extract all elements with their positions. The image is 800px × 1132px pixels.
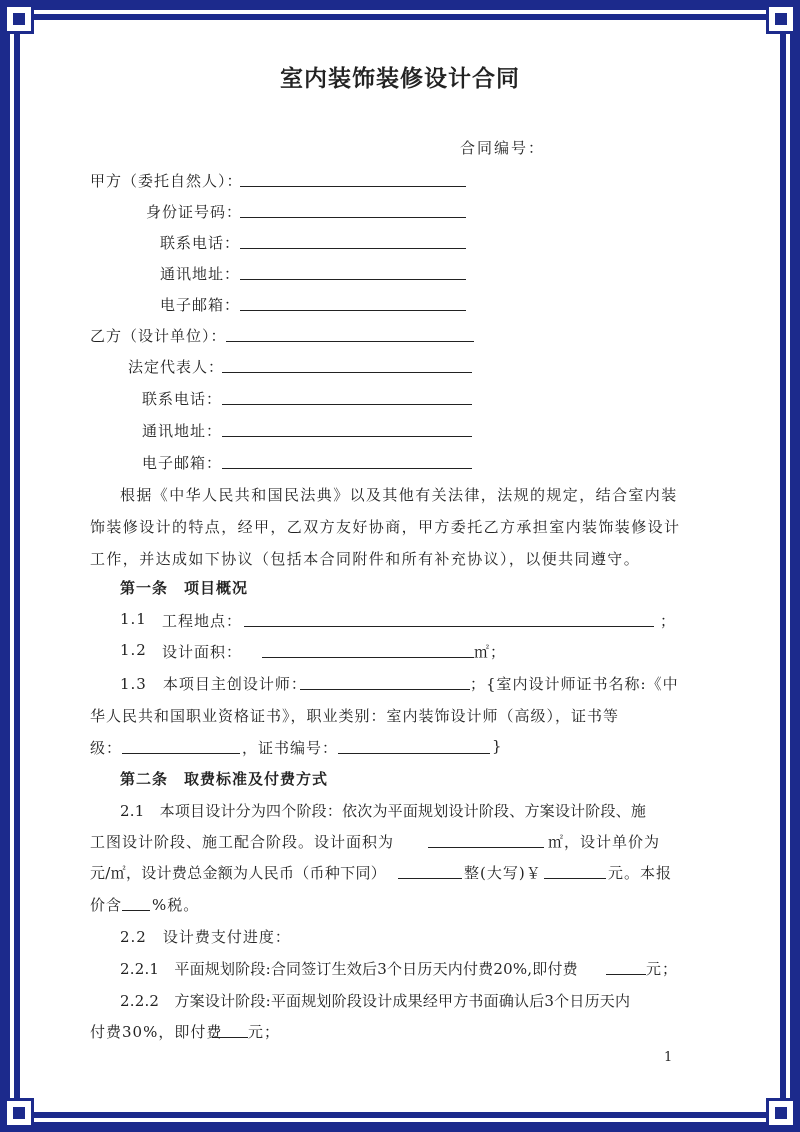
clause-1-2-label: 设计面积： [162, 643, 243, 661]
party-a-address-blank[interactable] [240, 279, 466, 280]
clause-1-2-unit: ㎡； [474, 643, 507, 661]
total-fee-number-blank[interactable] [544, 878, 606, 879]
stage2-fee-blank[interactable] [212, 1037, 248, 1038]
clause-2-2-1-a: 2.2.1 平面规划阶段:合同签订生效后3个日历天内付费20%,即付费 [120, 960, 578, 978]
clause-2-1-line2-b: ㎡，设计单价为 [548, 833, 661, 851]
border-corner-ornament [4, 4, 34, 34]
design-area-2-blank[interactable] [428, 847, 544, 848]
party-a-id-label: 身份证号码： [146, 203, 243, 221]
party-a-email-blank[interactable] [240, 310, 466, 311]
article-1-heading: 第一条 项目概况 [120, 579, 249, 597]
clause-1-3-line1-a: 1.3 本项目主创设计师： [120, 675, 307, 693]
intro-paragraph: 根据《中华人民共和国民法典》以及其他有关法律，法规的规定，结合室内装饰装修设计的特点，经甲，乙双方友好协商，甲方委托乙方承担室内装饰装修设计工作，并达成如下协议（包括本合同附件和所有补充协议），以便共同遵守。 [90, 486, 681, 568]
total-fee-words-blank[interactable] [398, 878, 462, 879]
clause-1-3-line3-c: } [492, 737, 503, 755]
clause-1-3-line3-b: ，证书编号： [242, 739, 339, 757]
clause-1-1-label: 工程地点： [162, 612, 243, 630]
party-a-email-label: 电子邮箱： [160, 296, 241, 314]
document-title: 室内装饰装修设计合同 [280, 65, 520, 92]
border-corner-ornament [4, 1098, 34, 1128]
party-b-address-label: 通讯地址： [142, 422, 223, 440]
party-a-phone-label: 联系电话： [160, 234, 241, 252]
tax-rate-blank[interactable] [122, 910, 150, 911]
party-a-name-blank[interactable] [240, 186, 466, 187]
clause-2-2-2-b: 付费30%，即付费 [90, 1023, 223, 1041]
party-a-phone-blank[interactable] [240, 248, 466, 249]
clause-2-1-line3-a: 元/㎡，设计费总金额为人民币（币种下同） [90, 864, 387, 882]
clause-1-1-number: 1.1 [120, 610, 147, 628]
clause-2-1-line4-a: 价含 [90, 896, 123, 914]
certificate-number-blank[interactable] [338, 753, 490, 754]
party-b-email-blank[interactable] [222, 468, 472, 469]
project-location-blank[interactable] [244, 626, 654, 627]
clause-2-2-2-a: 2.2.2 方案设计阶段:平面规划阶段设计成果经甲方书面确认后3个日历天内 [120, 992, 631, 1010]
design-area-blank[interactable] [262, 657, 474, 658]
lead-designer-blank[interactable] [300, 689, 470, 690]
party-a-address-label: 通讯地址： [160, 265, 241, 283]
stage1-fee-blank[interactable] [606, 974, 646, 975]
page-number: 1 [664, 1050, 673, 1065]
clause-1-2-number: 1.2 [120, 641, 147, 659]
clause-1-1-end: ； [660, 612, 677, 630]
party-b-rep-blank[interactable] [222, 372, 472, 373]
party-a-heading: 甲方（委托自然人）： [90, 172, 243, 190]
border-corner-ornament [766, 4, 796, 34]
clause-1-3-line3-a: 级： [90, 739, 123, 757]
certificate-level-blank[interactable] [122, 753, 240, 754]
clause-2-2: 2.2 设计费支付进度： [120, 928, 291, 946]
party-b-heading: 乙方（设计单位）： [90, 327, 227, 345]
party-b-rep-label: 法定代表人： [128, 358, 225, 376]
clause-2-1-line3-c: 元。本报 [608, 864, 673, 882]
clause-2-1-line4-b: %税。 [152, 896, 200, 914]
contract-number-label: 合同编号： [460, 139, 546, 157]
party-a-id-blank[interactable] [240, 217, 466, 218]
border-corner-ornament [766, 1098, 796, 1128]
clause-2-1-line1: 2.1 本项目设计分为四个阶段：依次为平面规划设计阶段、方案设计阶段、施 [120, 802, 647, 820]
party-b-name-blank[interactable] [226, 341, 474, 342]
clause-2-2-1-b: 元； [646, 960, 679, 978]
article-2-heading: 第二条 取费标准及付费方式 [120, 770, 329, 788]
party-b-address-blank[interactable] [222, 436, 472, 437]
party-b-phone-label: 联系电话： [142, 390, 223, 408]
clause-2-1-line3-b: 整(大写)￥ [464, 864, 542, 882]
party-b-phone-blank[interactable] [222, 404, 472, 405]
clause-1-3-line1-b: ；{室内设计师证书名称:《中 [470, 675, 679, 693]
clause-1-3-line2: 华人民共和国职业资格证书》，职业类别：室内装饰设计师（高级），证书等 [90, 707, 620, 725]
clause-2-1-line2-a: 工图设计阶段、施工配合阶段。设计面积为 [90, 833, 395, 851]
clause-2-2-2-c: 元； [248, 1023, 281, 1041]
party-b-email-label: 电子邮箱： [142, 454, 223, 472]
